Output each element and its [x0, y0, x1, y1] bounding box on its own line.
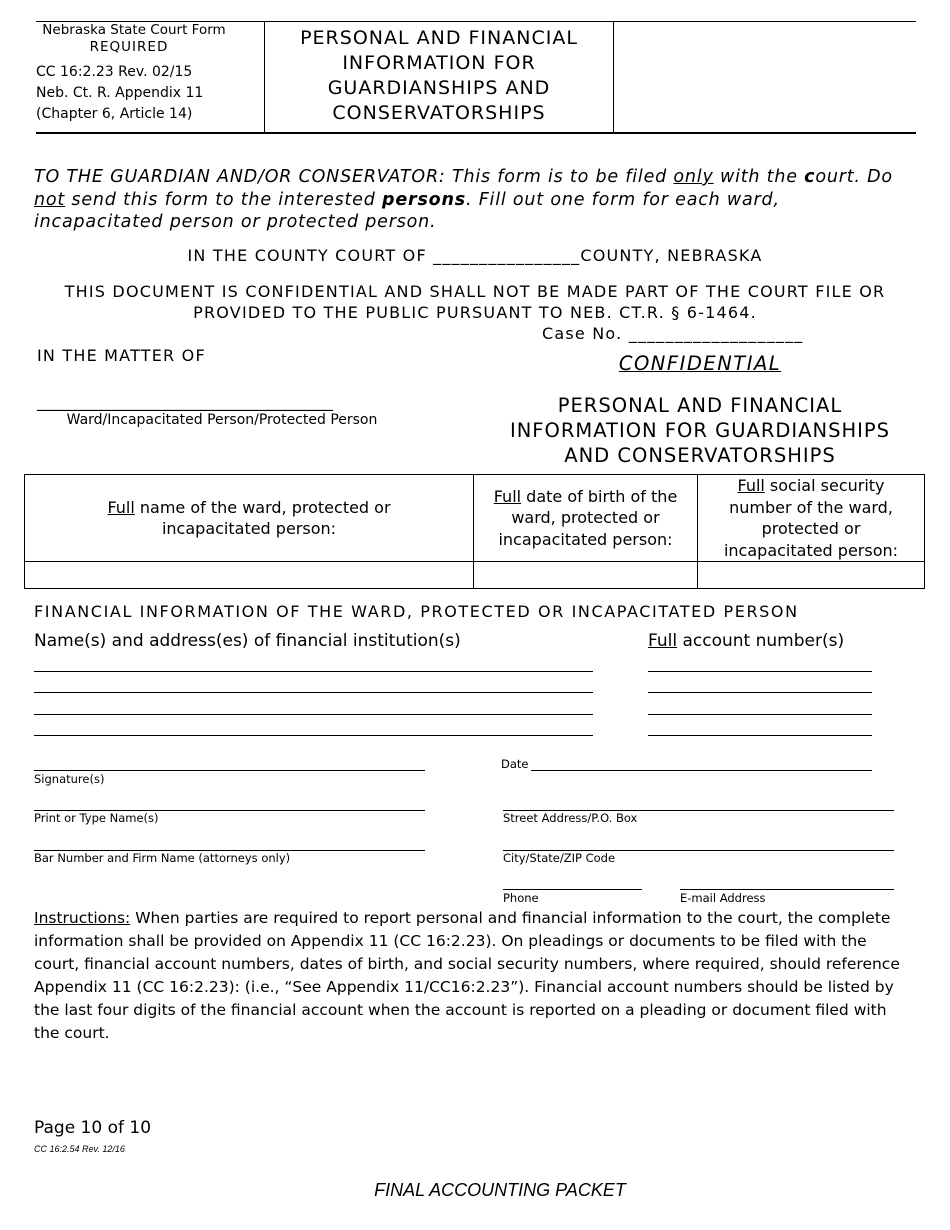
ssn-input-cell[interactable]: [698, 562, 925, 589]
signature-line[interactable]: [34, 770, 425, 771]
title-line-4: CONSERVATORSHIPS: [332, 102, 546, 124]
intro-text: ourt. Do: [815, 167, 893, 187]
sub-title: [490, 393, 910, 468]
county-court-line: IN THE COUNTY COURT OF ________________COUNTY, NEBRASKA: [187, 246, 763, 265]
form-state: Nebraska State Court Form: [42, 22, 226, 38]
form-required: REQUIRED: [89, 39, 169, 55]
intro-instructions: [34, 166, 904, 234]
date-label: Date: [501, 757, 529, 771]
institution-line-4[interactable]: [34, 735, 593, 736]
account-line-2[interactable]: [648, 692, 872, 693]
packet-title: FINAL ACCOUNTING PACKET: [374, 1180, 626, 1200]
sub-title-line-2: INFORMATION FOR GUARDIANSHIPS: [509, 419, 891, 442]
title-line-3: GUARDIANSHIPS AND: [327, 77, 551, 99]
instructions-label: Instructions:: [34, 909, 131, 927]
institution-line-1[interactable]: [34, 671, 593, 672]
matter-label: IN THE MATTER OF: [37, 346, 206, 365]
title-line-1: PERSONAL AND FINANCIAL: [300, 27, 578, 49]
header-divider-1: [264, 21, 265, 132]
account-numbers-label: [648, 631, 844, 651]
print-name-label: Print or Type Name(s): [34, 811, 159, 825]
sub-title-line-1: PERSONAL AND FINANCIAL: [557, 394, 843, 417]
city-label: City/State/ZIP Code: [503, 851, 616, 865]
col-dob-header: [474, 475, 698, 562]
matter-caption: Ward/Incapacitated Person/Protected Person: [66, 412, 378, 428]
col-dob-text: date of birth of the ward, protected or incapacitated person:: [498, 486, 678, 549]
phone-line[interactable]: [503, 889, 642, 890]
table-row: [25, 562, 925, 589]
signature-label: Signature(s): [34, 772, 105, 786]
intro-not: not: [34, 189, 66, 210]
intro-text: persons: [382, 189, 466, 210]
instructions: [34, 907, 900, 1045]
account-line-4[interactable]: [648, 735, 872, 736]
dob-input-cell[interactable]: [474, 562, 698, 589]
confidential-label-text: CONFIDENTIAL: [618, 352, 782, 375]
col-ssn-text: social security number of the ward, protected or incapacitated person:: [723, 476, 899, 560]
full-name-input-cell[interactable]: [25, 562, 474, 589]
street-label: Street Address/P.O. Box: [503, 811, 638, 825]
sub-title-line-3: AND CONSERVATORSHIPS: [564, 444, 836, 467]
intro-text: c: [804, 167, 816, 187]
account-label-text: account number(s): [677, 631, 845, 651]
bar-number-label: Bar Number and Firm Name (attorneys only): [34, 851, 291, 865]
email-label: E-mail Address: [680, 891, 766, 905]
intro-only: only: [673, 167, 714, 187]
confidential-label: [510, 352, 890, 375]
full-underline: Full: [648, 631, 678, 651]
account-line-1[interactable]: [648, 671, 872, 672]
intro-text: send this form to the interested: [65, 189, 383, 210]
date-line[interactable]: [531, 770, 872, 771]
col-full-name-text: name of the ward, protected or incapacitated person:: [134, 497, 391, 538]
table-header-row: [25, 475, 925, 562]
confidential-notice: THIS DOCUMENT IS CONFIDENTIAL AND SHALL NOT BE MADE PART OF THE COURT FILE OR PROVIDED TO THE PUBLIC PURSUANT TO NEB. CT.R. § 6-1464.: [64, 282, 886, 322]
title-line-2: INFORMATION FOR: [342, 52, 536, 74]
form-number: CC 16:2.23 Rev. 02/15: [36, 64, 193, 80]
email-line[interactable]: [680, 889, 894, 890]
account-line-3[interactable]: [648, 714, 872, 715]
intro-text: with the: [713, 167, 805, 187]
full-underline: Full: [737, 476, 765, 495]
header-title: [266, 26, 612, 126]
ward-info-table: [24, 474, 925, 589]
institutions-label: Name(s) and address(es) of financial institution(s): [34, 631, 461, 651]
full-underline: Full: [493, 486, 522, 506]
header-divider-2: [613, 21, 614, 132]
header-form-info: [36, 22, 264, 123]
instructions-text: When parties are required to report personal and financial information to the court, the complete information shall be provided on Appendix 11 (CC 16:2.23). On pleadings or documents to be filed with the court, financial account numbers, dates of birth, and social security numbers, where required, should reference Appendix 11 (CC 16:2.23): (i.e., “See Appendix 11/CC16:2.23”). Financial account numbers should be listed by the last four digits of the financial account when the account is reported on a pleading or document filed with the court.: [34, 909, 900, 1042]
chapter-article: (Chapter 6, Article 14): [36, 106, 193, 122]
matter-name-blank: _____________________________________: [37, 392, 333, 411]
page-number: Page 10 of 10: [34, 1118, 152, 1138]
header-bottom-rule: [36, 132, 916, 134]
form-revision: CC 16:2.54 Rev. 12/16: [34, 1144, 125, 1154]
court-rule: Neb. Ct. R. Appendix 11: [36, 85, 204, 101]
institution-line-2[interactable]: [34, 692, 593, 693]
intro-text: . Fill out one form for each ward, incapacitated person or protected person.: [34, 189, 780, 232]
institution-line-3[interactable]: [34, 714, 593, 715]
case-number: Case No. ___________________: [542, 324, 804, 343]
financial-heading: FINANCIAL INFORMATION OF THE WARD, PROTECTED OR INCAPACITATED PERSON: [34, 602, 799, 621]
col-ssn-header: [698, 475, 925, 562]
full-underline: Full: [107, 497, 135, 517]
intro-text: This form is to be filed: [445, 167, 674, 187]
intro-addressee: TO THE GUARDIAN AND/OR CONSERVATOR:: [34, 167, 446, 187]
col-full-name-header: [25, 475, 474, 562]
phone-label: Phone: [503, 891, 539, 905]
